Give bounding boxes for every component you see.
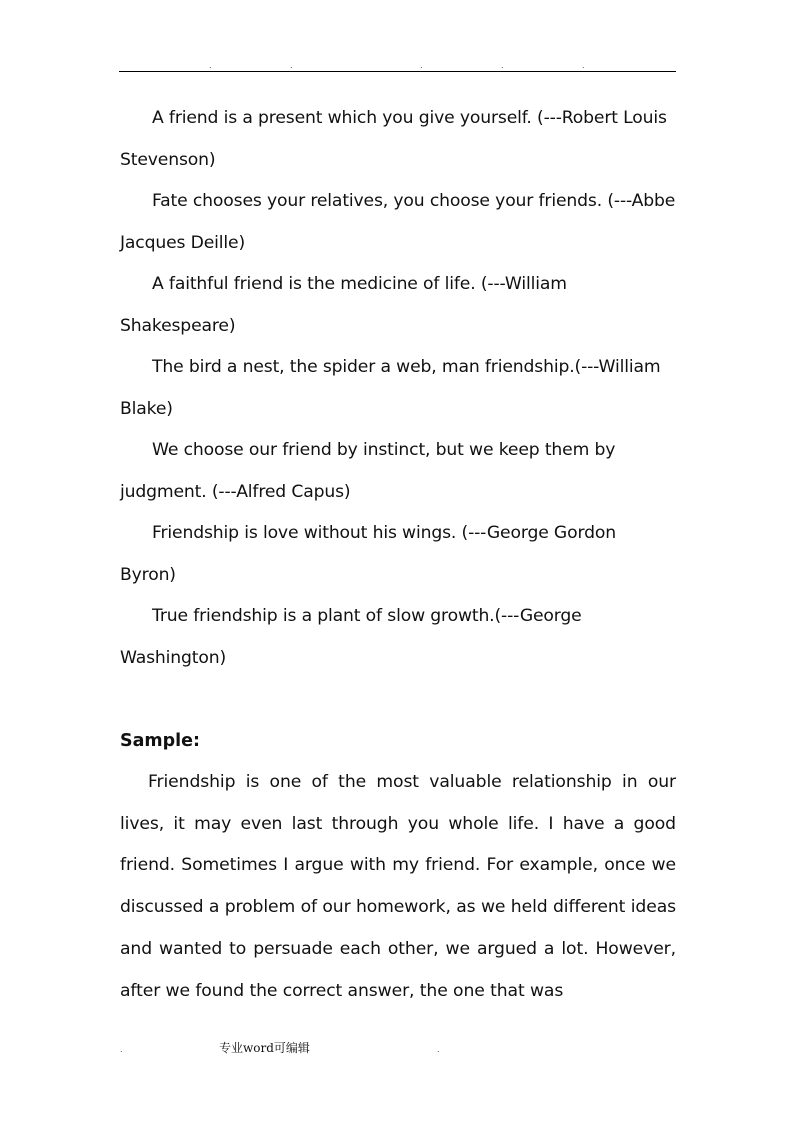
- footer-dot: .: [437, 1045, 440, 1054]
- quote-paragraph: Fate chooses your relatives, you choose your friends. (---Abbe Jacques Deille): [120, 191, 676, 253]
- quote-paragraph: True friendship is a plant of slow growth.(---George Washington): [120, 606, 582, 668]
- footer-caption: 专业word可编辑: [219, 1041, 310, 1055]
- header-dot: .: [501, 61, 504, 70]
- document-body: [120, 98, 676, 1012]
- sample-heading: Sample:: [120, 730, 201, 751]
- footer-dot: .: [120, 1045, 123, 1054]
- quote-paragraph: A friend is a present which you give yourself. (---Robert Louis Stevenson): [120, 108, 667, 170]
- header-dot: .: [582, 61, 585, 70]
- quote-paragraph: Friendship is love without his wings. (---George Gordon Byron): [120, 523, 616, 585]
- header-dot: .: [290, 61, 293, 70]
- header-dot: .: [209, 61, 212, 70]
- quote-paragraph: A faithful friend is the medicine of life. (---William Shakespeare): [120, 274, 567, 336]
- header-dot: .: [420, 61, 423, 70]
- quote-paragraph: The bird a nest, the spider a web, man friendship.(---William Blake): [120, 357, 661, 419]
- quote-paragraph: We choose our friend by instinct, but we keep them by judgment. (---Alfred Capus): [120, 440, 616, 502]
- header-rule: [119, 71, 676, 72]
- sample-paragraph: Friendship is one of the most valuable relationship in our lives, it may even last through you whole life. I have a good friend. Sometimes I argue with my friend. For example, once we discussed a problem of our homework, as we held different ideas and wanted to persuade each other, we argued a lot. However, after we found the correct answer, the one that was: [120, 772, 676, 1001]
